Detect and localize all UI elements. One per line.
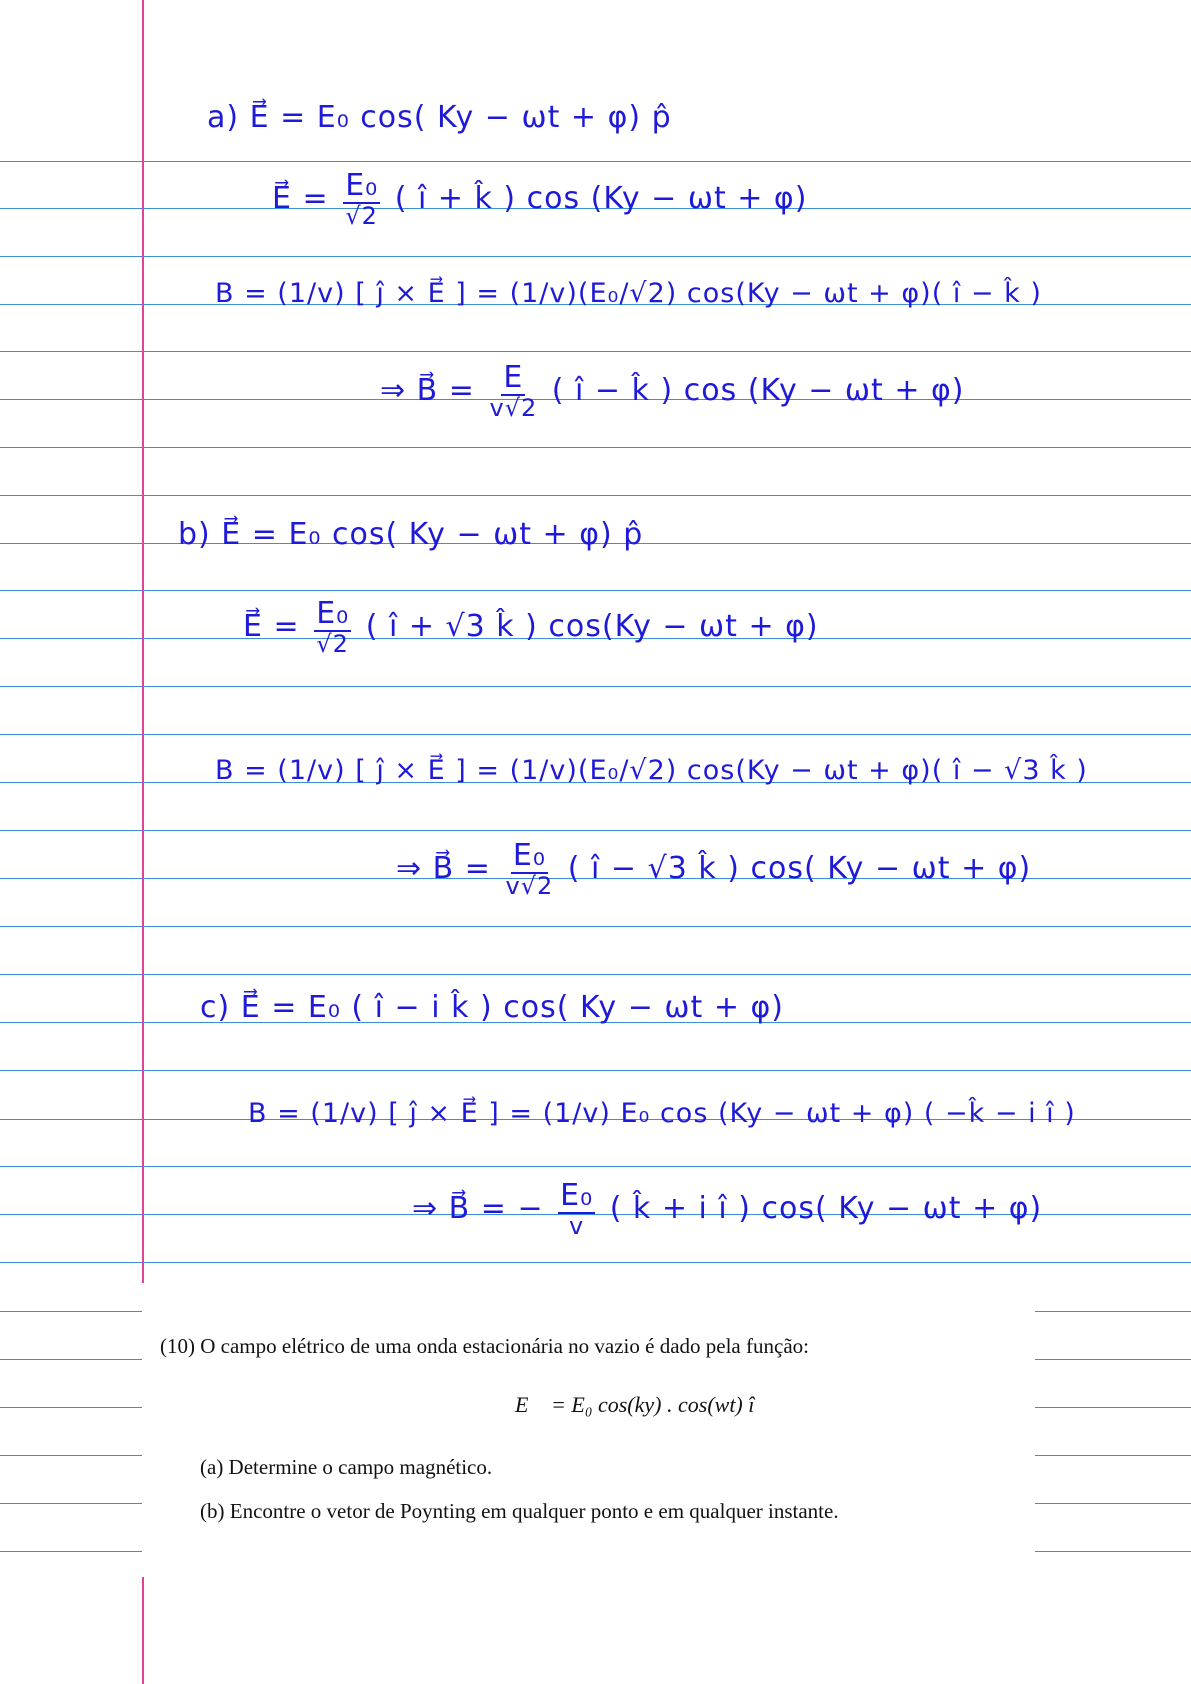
hw-c-line1: c) E⃗ = E₀ ( î − i k̂ ) cos( Ky − ωt + φ) <box>200 990 784 1025</box>
rule-line <box>0 830 1191 831</box>
rule-line <box>0 590 1191 591</box>
hw-b-line4 <box>396 840 1031 899</box>
hw-b-line4-rhs: ( î − √3 k̂ ) cos( Ky − ωt + φ) <box>567 850 1032 886</box>
rule-line <box>0 926 1191 927</box>
rule-line <box>0 686 1191 687</box>
rule-line <box>0 495 1191 496</box>
rule-line <box>0 161 1191 162</box>
rule-line <box>0 256 1191 257</box>
hw-a-line2-lhs: E⃗ = <box>272 180 329 216</box>
rule-line <box>0 1407 142 1408</box>
hw-a-line2 <box>272 170 807 229</box>
question-text: (10) O campo elétrico de uma onda estacionária no vazio é dado pela função: <box>160 1334 809 1358</box>
hw-a-line4-rhs: ( î − k̂ ) cos (Ky − ωt + φ) <box>551 372 965 408</box>
hw-c-line3-lhs: ⇒ B⃗ = − <box>412 1190 544 1226</box>
hw-a-line2-fraction <box>343 170 380 229</box>
hw-c-line3-fraction <box>558 1180 595 1239</box>
margin-line <box>142 1577 144 1684</box>
rule-line <box>0 974 1191 975</box>
fraction-denominator: √2 <box>316 629 349 658</box>
rule-line <box>0 1070 1191 1071</box>
fraction-denominator: √2 <box>345 201 378 230</box>
rule-line <box>1035 1359 1191 1360</box>
hw-b-line2-fraction <box>314 598 351 657</box>
rule-line <box>0 351 1191 352</box>
rule-line <box>1035 1551 1191 1552</box>
question-item-a: (a) Determine o campo magnético. <box>200 1455 493 1479</box>
rule-line <box>1035 1455 1191 1456</box>
hw-b-line4-fraction <box>505 840 553 899</box>
hw-b-line2 <box>243 598 819 657</box>
hw-b-line1: b) E⃗ = E₀ cos( Ky − ωt + φ) p̂ <box>178 517 644 552</box>
hw-a-line1: a) E⃗ = E₀ cos( Ky − ωt + φ) p̂ <box>207 100 672 135</box>
hw-b-line3: B = (1/v) [ ĵ × E⃗ ] = (1/v)(E₀/√2) cos(Ky − ωt + φ)( î − √3 k̂ ) <box>215 755 1088 786</box>
question-equation: E⃗ = E₀ cos(ky) . cos(wt) î <box>515 1392 755 1417</box>
fraction-denominator: v√2 <box>505 871 554 900</box>
fraction-numerator: E <box>503 360 524 395</box>
rule-line <box>0 1359 142 1360</box>
rule-line <box>0 1262 1191 1263</box>
hw-c-line3 <box>412 1180 1042 1239</box>
margin-line <box>142 0 144 1283</box>
rule-line <box>0 447 1191 448</box>
hw-a-line2-rhs: ( î + k̂ ) cos (Ky − ωt + φ) <box>394 180 808 216</box>
hw-a-line3: B = (1/v) [ ĵ × E⃗ ] = (1/v)(E₀/√2) cos(Ky − ωt + φ)( î − k̂ ) <box>215 278 1042 309</box>
hw-a-line4 <box>380 362 965 421</box>
question-item-b: (b) Encontre o vetor de Poynting em qualquer ponto e em qualquer instante. <box>200 1499 839 1523</box>
hw-c-line2: B = (1/v) [ ĵ × E⃗ ] = (1/v) E₀ cos (Ky − ωt + φ) ( −k̂ − i î ) <box>248 1098 1076 1129</box>
fraction-numerator: E₀ <box>345 168 379 203</box>
fraction-numerator: E₀ <box>512 838 546 873</box>
fraction-denominator: v <box>569 1211 585 1240</box>
rule-line <box>1035 1311 1191 1312</box>
fraction-numerator: E₀ <box>560 1178 594 1213</box>
rule-line <box>1035 1503 1191 1504</box>
rule-line <box>0 1311 142 1312</box>
rule-line <box>0 1166 1191 1167</box>
hw-b-line4-lhs: ⇒ B⃗ = <box>396 850 491 886</box>
hw-a-line4-fraction <box>489 362 537 421</box>
hw-b-line2-rhs: ( î + √3 k̂ ) cos(Ky − ωt + φ) <box>365 608 819 644</box>
rule-line <box>0 1455 142 1456</box>
fraction-numerator: E₀ <box>316 596 350 631</box>
hw-b-line2-lhs: E⃗ = <box>243 608 300 644</box>
fraction-denominator: v√2 <box>489 393 538 422</box>
rule-line <box>0 1551 142 1552</box>
hw-a-line4-lhs: ⇒ B⃗ = <box>380 372 475 408</box>
rule-line <box>0 734 1191 735</box>
hw-c-line3-rhs: ( k̂ + i î ) cos( Ky − ωt + φ) <box>609 1190 1043 1226</box>
rule-line <box>1035 1407 1191 1408</box>
rule-line <box>0 1503 142 1504</box>
